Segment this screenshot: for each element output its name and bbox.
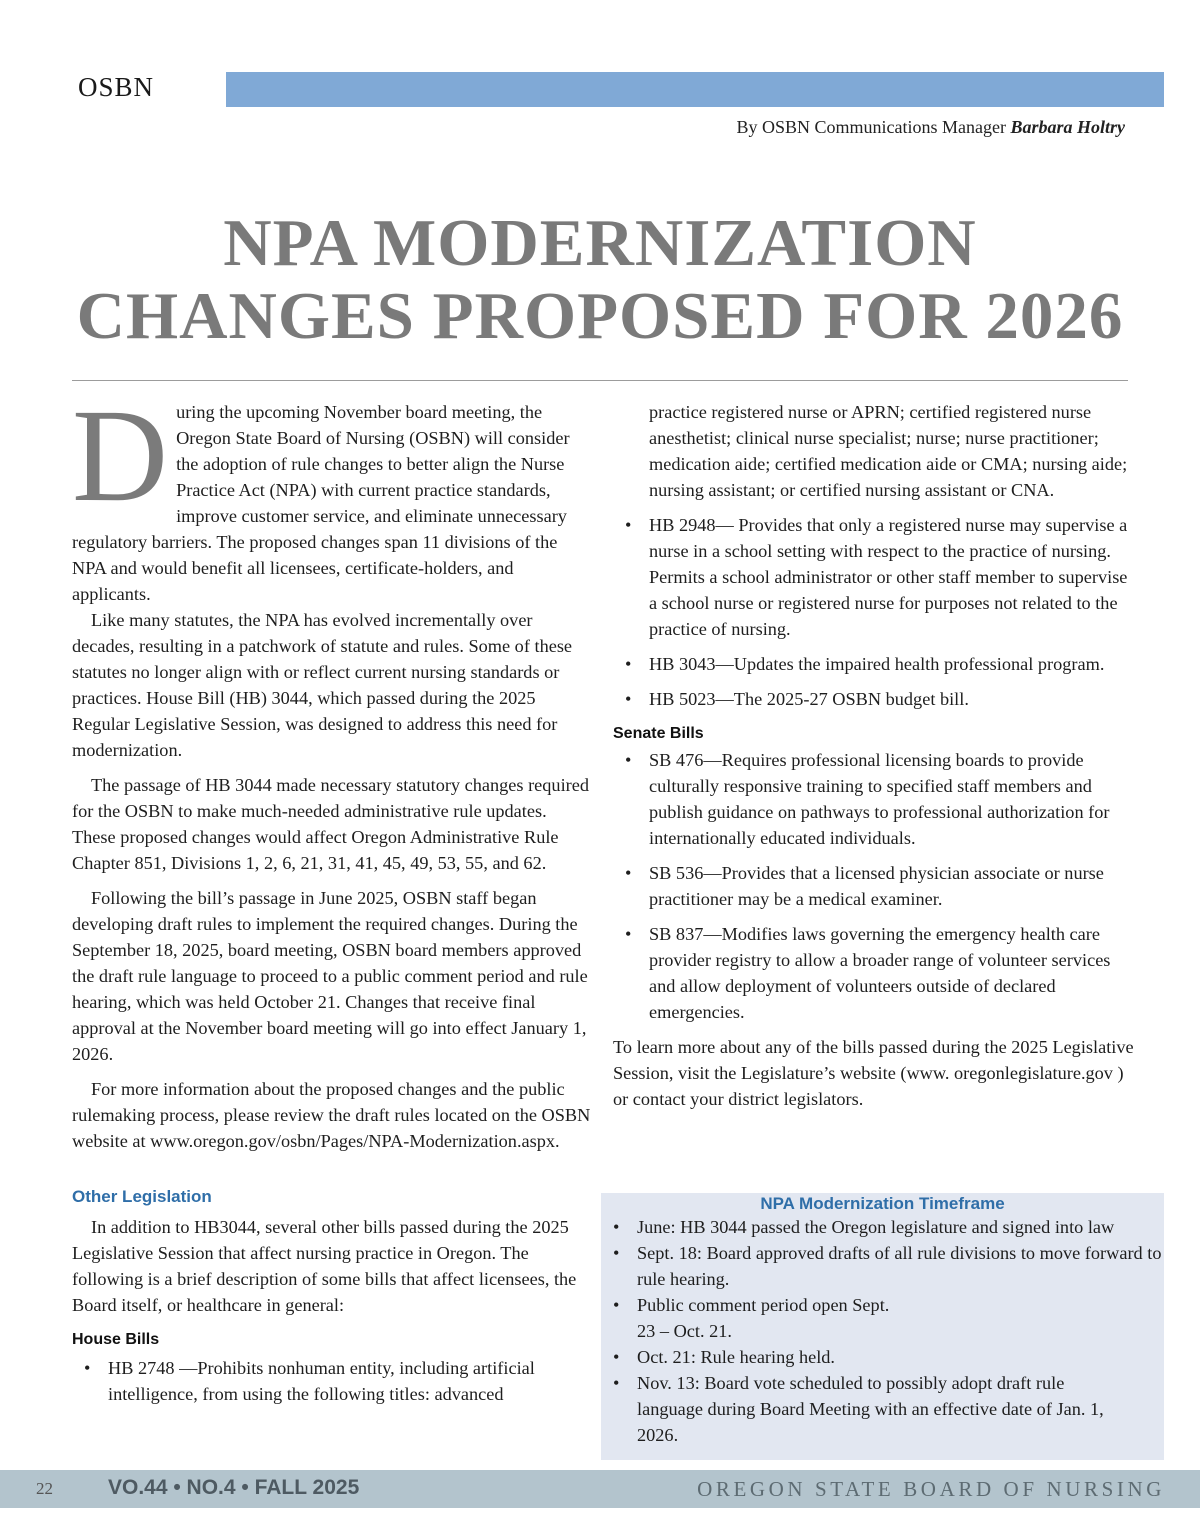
senate-bills-heading: Senate Bills — [613, 725, 704, 742]
paragraph-3: The passage of HB 3044 made necessary statutory changes required for the OSBN to make much-needed administrative rule updates. These proposed changes would affect Oregon Administrative Rule Chapter 851, Divisions 1, 2, 6, 21, 31, 41, 45, 49, 53, 55, and 62. — [72, 775, 589, 873]
paragraph-6: In addition to HB3044, several other bills passed during the 2025 Legislative Session that affect nursing practice in Oregon. The following is a brief description of some bills that affect licensees, the Board itself, or healthcare in general: — [72, 1217, 577, 1315]
timeframe-item: • Nov. 13: Board vote scheduled to possibly adopt draft rule language during Board Meeting with an effective date of Jan. 1, 2026. — [613, 1370, 1164, 1448]
house-bills-heading: House Bills — [72, 1331, 160, 1348]
bill-sb837: • SB 837—Modifies laws governing the emergency health care provider registry to allow a broader range of volunteer services and allow deployment of volunteers outside of declared emergencies. — [613, 921, 1138, 1025]
timeframe-title: NPA Modernization Timeframe — [760, 1194, 1005, 1213]
organization-name: OREGON STATE BOARD OF NURSING — [697, 1477, 1165, 1501]
footer-bar — [0, 1470, 1200, 1508]
drop-cap: D — [72, 381, 169, 529]
bill-hb3043: • HB 3043—Updates the impaired health professional program. — [613, 651, 1138, 677]
senate-bills-list — [613, 747, 1138, 1025]
bill-hb5023: • HB 5023—The 2025-27 OSBN budget bill. — [613, 686, 1138, 712]
timeframe-item: • Sept. 18: Board approved drafts of all rule divisions to move forward to rule hearing. — [613, 1240, 1164, 1292]
masthead-label: OSBN — [78, 72, 155, 102]
timeframe-item: • Oct. 21: Rule hearing held. — [613, 1344, 1164, 1370]
timeframe-list — [601, 1214, 1164, 1448]
bill-hb2948: • HB 2948— Provides that only a registered nurse may supervise a nurse in a school setting with respect to the practice of nursing. Permits a school administrator or other staff member to supervise a school nurse or registered nurse for purposes not related to the practice of nursing. — [613, 512, 1138, 642]
paragraph-5: For more information about the proposed changes and the public rulemaking process, please review the draft rules located on the OSBN website at www.oregon.gov/osbn/Pages/NPA-Modernization.aspx. — [72, 1079, 591, 1151]
bill-sb476: • SB 476—Requires professional licensing boards to provide culturally responsive training to specified staff members and publish guidance on pathways to professional authorization for internationally educated individuals. — [613, 747, 1138, 851]
timeframe-box — [601, 1193, 1164, 1460]
closing-paragraph: To learn more about any of the bills passed during the 2025 Legislative Session, visit the Legislature’s website (www. oregonlegislature.gov ) or contact your district legislators. — [613, 1037, 1134, 1109]
divider — [72, 380, 1128, 381]
paragraph-2: Like many statutes, the NPA has evolved incrementally over decades, resulting in a patchwork of statute and rules. Some of these statutes no longer align with or reflect current nursing standards or practices. House Bill (HB) 3044, which passed during the 2025 Regular Legislative Session, was designed to address this need for modernization. — [72, 610, 573, 760]
byline — [737, 117, 1126, 138]
byline-author: Barbara Holtry — [1010, 117, 1125, 137]
masthead-bar — [226, 72, 1164, 107]
other-legislation-heading: Other Legislation — [72, 1187, 212, 1206]
headline-line-1: NPA MODERNIZATION — [223, 206, 977, 280]
issue-label: VO.44 • NO.4 • FALL 2025 — [108, 1476, 360, 1499]
house-bills-list-start — [72, 1355, 591, 1407]
bill-sb536: • SB 536—Provides that a licensed physician associate or nurse practitioner may be a medical examiner. — [613, 860, 1138, 912]
house-bills-list — [613, 512, 1138, 712]
byline-prefix: By OSBN Communications Manager — [736, 117, 1006, 137]
article-left-column — [72, 381, 591, 1407]
intro-text: uring the upcoming November board meeting, the Oregon State Board of Nursing (OSBN) will consider the adoption of rule changes to better align the Nurse Practice Act (NPA) with current practice standards, improve customer service, and eliminate unnecessary regulatory barriers. The proposed changes span 11 divisions of the NPA and would benefit all licensees, certificate-holders, and applicants. — [72, 402, 570, 604]
intro-paragraph — [72, 381, 591, 607]
headline-line-2: CHANGES PROPOSED FOR 2026 — [76, 279, 1124, 353]
paragraph-4: Following the bill’s passage in June 2025, OSBN staff began developing draft rules to implement the required changes. During the September 18, 2025, board meeting, OSBN board members approved the draft rule language to proceed to a public comment period and rule hearing, which was held October 21. Changes that receive final approval at the November board meeting will go into effect January 1, 2026. — [72, 888, 588, 1064]
timeframe-item: • June: HB 3044 passed the Oregon legislature and signed into law — [613, 1214, 1164, 1240]
bill-hb2748-start: • HB 2748 —Prohibits nonhuman entity, including artificial intelligence, from using the following titles: advanced — [72, 1355, 591, 1407]
article-right-column — [613, 399, 1138, 1112]
bill-hb2748-continued: practice registered nurse or APRN; certified registered nurse anesthetist; clinical nurse specialist; nurse; nurse practitioner; medication aide; certified medication aide or CMA; nursing aide; nursing assistant; or certified nursing assistant or CNA. — [649, 402, 1128, 500]
page-number: 22 — [36, 1479, 53, 1498]
timeframe-item: • Public comment period open Sept. 23 – Oct. 21. — [613, 1292, 1164, 1344]
